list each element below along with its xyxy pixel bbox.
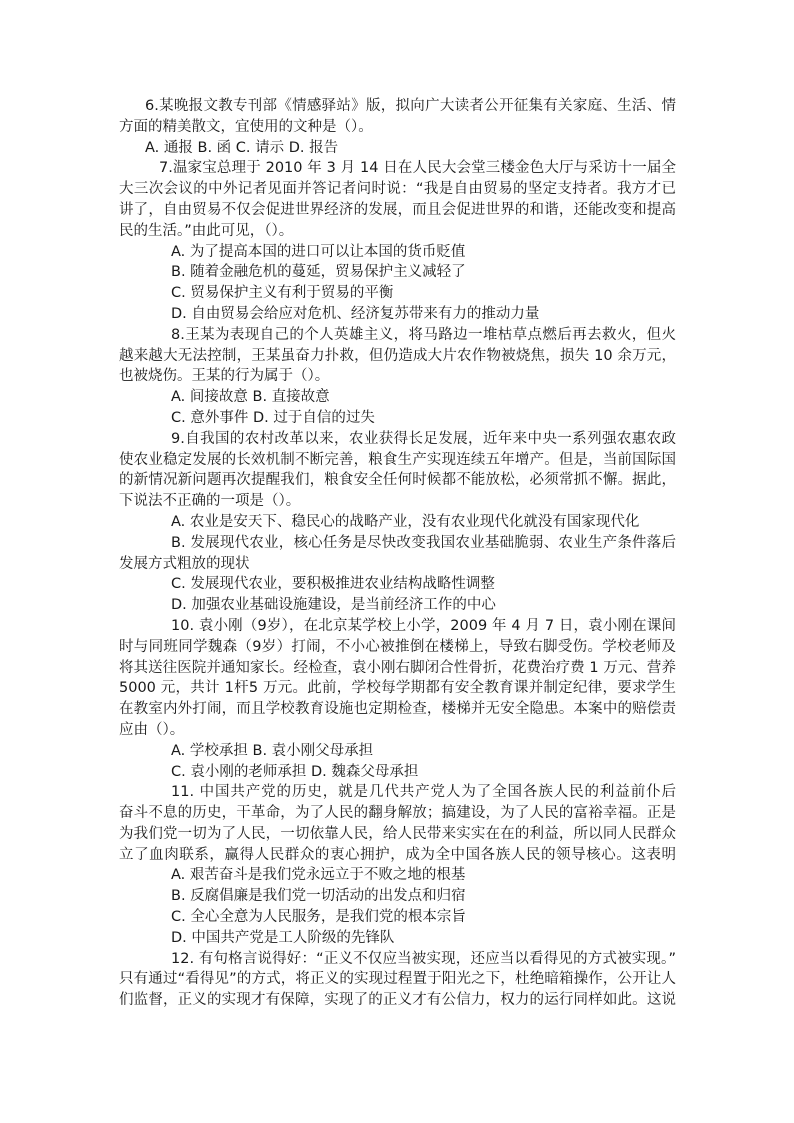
question-stem-line: 使农业稳定发展的长效机制不断完善，粮食生产实现连续五年增产。但是，当前国际国: [119, 451, 676, 468]
question-stem-line: 时与同班同学魏森（9岁）打闹，不小心被推倒在楼梯上，导致右脚受伤。学校老师及: [119, 638, 676, 655]
answer-options: C. 袁小刚的老师承担 D. 魏森父母承担: [171, 763, 419, 780]
question-stem-line: 8.王某为表现自己的个人英雄主义，将马路边一堆枯草点燃后再去救火，但火: [171, 326, 676, 343]
question-stem-line: 立了血肉联系，赢得人民群众的衷心拥护，成为全中国各族人民的领导核心。这表明: [119, 846, 676, 863]
question-11: [119, 782, 676, 948]
question-stem-line: 在教室内外打闹，而且学校教育设施也定期检查，楼梯并无安全隐患。本案中的赔偿责: [119, 701, 676, 718]
question-stem-line: 方面的精美散文，宜使用的文种是（）。: [119, 118, 373, 135]
answer-options: A. 间接故意 B. 直接故意: [171, 389, 330, 406]
answer-option: A. 农业是安天下、稳民心的战略产业，没有农业现代化就没有国家现代化: [171, 513, 640, 530]
answer-option: B. 随着金融危机的蔓延，贸易保护主义减轻了: [171, 264, 466, 281]
question-stem-line: 的新情况新问题再次提醒我们，粮食安全任何时候都不能放松，必须常抓不懈。据此，: [119, 472, 676, 489]
question-stem-line: 10. 袁小刚（9岁），在北京某学校上小学，2009 年 4 月 7 日，袁小刚在课间: [171, 617, 676, 634]
question-stem-line: 越来越大无法控制，王某虽奋力扑救，但仍造成大片农作物被烧焦，损失 10 余万元，: [119, 347, 676, 364]
answer-options: C. 意外事件 D. 过于自信的过失: [171, 409, 375, 426]
question-6: [119, 96, 676, 158]
answer-option: A. 为了提高本国的进口可以让本国的货币贬值: [171, 243, 466, 260]
answer-option-continued: 发展方式粗放的现状: [119, 555, 250, 572]
question-12: [119, 949, 676, 1011]
answer-option: D. 加强农业基础设施建设，是当前经济工作的中心: [171, 597, 496, 614]
question-stem-line: 只有通过“看得见”的方式，将正义的实现过程置于阳光之下，杜绝暗箱操作，公开让人: [119, 971, 676, 988]
question-stem-line: 为我们党一切为了人民，一切依靠人民，给人民带来实实在在的利益，所以同人民群众: [119, 825, 676, 842]
question-8: [119, 325, 676, 429]
question-stem-line: 大三次会议的中外记者见面并答记者问时说：“我是自由贸易的坚定支持者。我方才已: [119, 181, 676, 198]
answer-option: D. 自由贸易会给应对危机、经济复苏带来有力的推动力量: [171, 305, 540, 322]
question-10: [119, 616, 676, 782]
question-9: [119, 429, 676, 616]
answer-options: A. 学校承担 B. 袁小刚父母承担: [171, 742, 374, 759]
question-stem-line: 5000 元，共计 1杆5 万元。此前，学校每学期都有安全教育课并制定纪律，要求学生: [119, 680, 676, 697]
document-page: [119, 96, 676, 1011]
question-stem-line: 9.自我国的农村改革以来，农业获得长足发展，近年来中央一系列强农惠农政: [171, 430, 676, 447]
question-stem-line: 将其送往医院并通知家长。经检查，袁小刚右脚闭合性骨折，花费治疗费 1 万元、营养: [119, 659, 676, 676]
question-stem-line: 讲了，自由贸易不仅会促进世界经济的发展，而且会促进世界的和谐，还能改变和提高: [119, 201, 676, 218]
answer-option: D. 中国共产党是工人阶级的先锋队: [171, 929, 395, 946]
question-stem-line: 12. 有句格言说得好：“正义不仅应当被实现，还应当以看得见的方式被实现。”: [171, 950, 676, 967]
answer-option: C. 贸易保护主义有利于贸易的平衡: [171, 285, 394, 302]
answer-option: B. 反腐倡廉是我们党一切活动的出发点和归宿: [171, 888, 466, 905]
answer-option: B. 发展现代农业，核心任务是尽快改变我国农业基础脆弱、农业生产条件落后: [171, 534, 676, 551]
answer-option: C. 发展现代农业，要积极推进农业结构战略性调整: [171, 576, 495, 593]
question-stem-line: 民的生活。”由此可见，（）。: [119, 222, 294, 239]
question-stem-line: 们监督，正义的实现才有保障，实现了的正义才有公信力，权力的运行同样如此。这说: [119, 992, 676, 1009]
question-stem-line: 也被烧伤。王某的行为属于（）。: [119, 368, 330, 385]
question-7: [119, 158, 676, 324]
answer-options: A. 通报 B. 函 C. 请示 D. 报告: [145, 139, 339, 156]
question-stem-line: 奋斗不息的历史，干革命，为了人民的翻身解放；搞建设，为了人民的富裕幸福。正是: [119, 805, 676, 822]
question-stem-line: 应由（）。: [119, 721, 185, 738]
question-stem-line: 7.温家宝总理于 2010 年 3 月 14 日在人民大会堂三楼金色大厅与采访十一届全: [159, 160, 676, 177]
question-stem-line: 11. 中国共产党的历史，就是几代共产党人为了全国各族人民的利益前仆后: [171, 784, 676, 801]
answer-option: C. 全心全意为人民服务，是我们党的根本宗旨: [171, 909, 466, 926]
question-stem-line: 6.某晚报文教专刊部《情感驿站》版，拟向广大读者公开征集有关家庭、生活、情: [145, 98, 676, 114]
question-stem-line: 下说法不正确的一项是（）。: [119, 493, 301, 510]
answer-option: A. 艰苦奋斗是我们党永远立于不败之地的根基: [171, 867, 466, 884]
